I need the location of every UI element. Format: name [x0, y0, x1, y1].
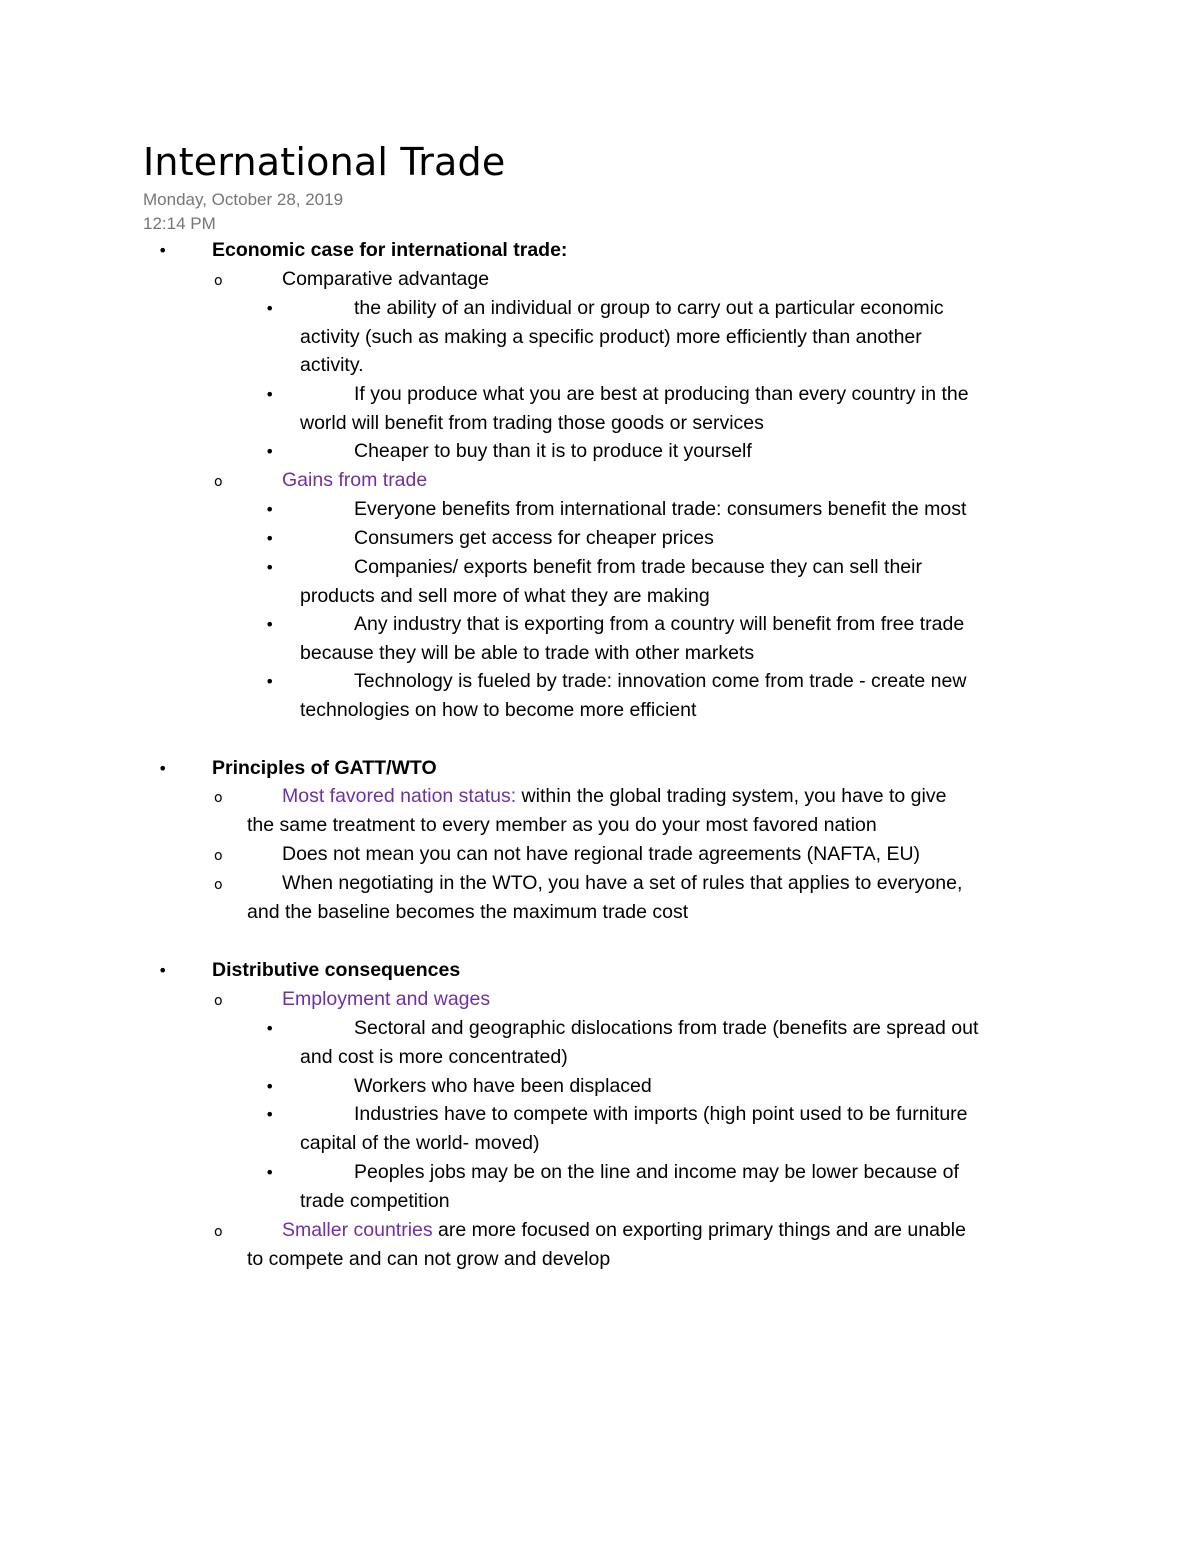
sub-bullet-icon: o — [214, 273, 223, 289]
list-item-continuation: capital of the world- moved) — [300, 1132, 540, 1154]
bullet-icon: • — [158, 759, 168, 778]
page-title: International Trade — [143, 140, 506, 184]
point-bullet-icon: • — [265, 1077, 275, 1096]
section-heading-economic-case: Economic case for international trade: — [212, 239, 568, 261]
point-bullet-icon: • — [265, 672, 275, 691]
list-item: Industries have to compete with imports (high point used to be furniture — [354, 1103, 968, 1125]
list-item: Sectoral and geographic dislocations from trade (benefits are spread out — [354, 1017, 979, 1039]
sub-bullet-icon: o — [214, 848, 223, 864]
list-item-text: within the global trading system, you have to give — [516, 785, 947, 807]
list-item: Companies/ exports benefit from trade because they can sell their — [354, 556, 922, 578]
list-item: Does not mean you can not have regional trade agreements (NAFTA, EU) — [282, 843, 921, 865]
list-item-continuation: activity. — [300, 354, 364, 376]
list-item: Cheaper to buy than it is to produce it yourself — [354, 440, 752, 462]
list-item-continuation: world will benefit from trading those goods or services — [300, 412, 764, 434]
list-item: Peoples jobs may be on the line and income may be lower because of — [354, 1161, 959, 1183]
highlight-most-favored-nation: Most favored nation status: — [282, 785, 517, 807]
point-bullet-icon: • — [265, 299, 275, 318]
list-item: Any industry that is exporting from a country will benefit from free trade — [354, 613, 965, 635]
list-item: When negotiating in the WTO, you have a set of rules that applies to everyone, — [282, 872, 963, 894]
list-item: the ability of an individual or group to carry out a particular economic — [354, 297, 944, 319]
section-heading-distributive: Distributive consequences — [212, 959, 461, 981]
list-item: Technology is fueled by trade: innovation come from trade - create new — [354, 670, 967, 692]
list-item — [282, 1216, 966, 1245]
page-date: Monday, October 28, 2019 — [143, 190, 344, 209]
list-item: Everyone benefits from international trade: consumers benefit the most — [354, 498, 967, 520]
subheading-gains-from-trade: Gains from trade — [282, 469, 428, 491]
list-item-continuation: activity (such as making a specific product) more efficiently than another — [300, 326, 922, 348]
point-bullet-icon: • — [265, 1163, 275, 1182]
sub-bullet-icon: o — [214, 1224, 223, 1240]
list-item: Consumers get access for cheaper prices — [354, 527, 714, 549]
highlight-smaller-countries: Smaller countries — [282, 1219, 433, 1241]
point-bullet-icon: • — [265, 500, 275, 519]
list-item-continuation: because they will be able to trade with other markets — [300, 642, 755, 664]
bullet-icon: • — [158, 241, 168, 260]
list-item — [282, 782, 946, 811]
list-item-text: are more focused on exporting primary things and are unable — [432, 1219, 966, 1241]
point-bullet-icon: • — [265, 529, 275, 548]
subheading-employment-wages: Employment and wages — [282, 988, 491, 1010]
list-item-continuation: the same treatment to every member as you do your most favored nation — [247, 814, 877, 836]
point-bullet-icon: • — [265, 1019, 275, 1038]
point-bullet-icon: • — [265, 558, 275, 577]
point-bullet-icon: • — [265, 1105, 275, 1124]
list-item-continuation: technologies on how to become more efficient — [300, 699, 697, 721]
sub-bullet-icon: o — [214, 474, 223, 490]
sub-bullet-icon: o — [214, 993, 223, 1009]
list-item: If you produce what you are best at producing than every country in the — [354, 383, 969, 405]
list-item-continuation: to compete and can not grow and develop — [247, 1248, 611, 1270]
list-item: Workers who have been displaced — [354, 1075, 652, 1097]
list-item-continuation: and cost is more concentrated) — [300, 1046, 568, 1068]
bullet-icon: • — [158, 961, 168, 980]
point-bullet-icon: • — [265, 442, 275, 461]
subheading-comparative-advantage: Comparative advantage — [282, 268, 490, 290]
page-time: 12:14 PM — [143, 214, 216, 233]
list-item-continuation: trade competition — [300, 1190, 450, 1212]
sub-bullet-icon: o — [214, 790, 223, 806]
point-bullet-icon: • — [265, 385, 275, 404]
list-item-continuation: products and sell more of what they are making — [300, 585, 710, 607]
sub-bullet-icon: o — [214, 877, 223, 893]
section-heading-gatt-wto: Principles of GATT/WTO — [212, 757, 437, 779]
list-item-continuation: and the baseline becomes the maximum trade cost — [247, 901, 689, 923]
point-bullet-icon: • — [265, 615, 275, 634]
